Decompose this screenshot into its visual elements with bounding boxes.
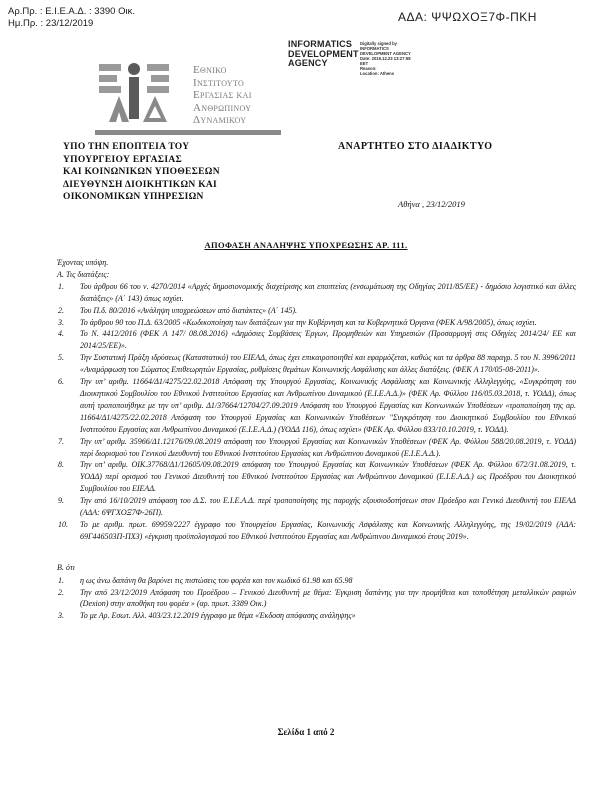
eiead-logo-icon xyxy=(95,62,179,126)
city-date-line: Αθήνα , 23/12/2019 xyxy=(398,199,465,209)
protocol-date: Ημ.Πρ. : 23/12/2019 xyxy=(8,18,94,29)
institute-name-line: Δυναμικου xyxy=(193,114,247,126)
digital-signature-stamp xyxy=(288,40,458,76)
signature-detail-line: Location: Athens xyxy=(360,71,395,76)
section-b-item: Το με Αρ. Εσωτ. Αλλ. 403/23.12.2019 έγγραφο με θέμα «Έκδοση απόφασης ανάληψης» xyxy=(80,611,356,621)
signature-detail-line: Date: 2019.12.23 13:27:58 xyxy=(360,56,411,61)
protocol-block xyxy=(8,6,135,30)
supervision-line: ΟΙΚΟΝΟΜΙΚΩΝ ΥΠΗΡΕΣΙΩΝ xyxy=(63,192,204,202)
section-a-list xyxy=(57,281,576,543)
section-a-heading: Α. Τις διατάξεις: xyxy=(57,269,110,279)
intro-line-1: Έχοντας υπόψη. xyxy=(57,258,109,267)
supervision-block xyxy=(63,141,220,204)
section-a-item: Την υπ’ αριθμ. 11664/Δ1/4275/22.02.2018 Απόφαση της Υπουργού Εργασίας, Κοινωνικής Ασφάλισης και Κοινωνικής Αλληλεγγύης, «Συγκρότηση του Διοικητικού Συμβουλίου του Εθνικού Ινστιτούτου Εργασίας και Ανθρωπίνου Δυναμικού (Ε.Ι.Ε.Α.Δ.)» (ΦΕΚ Αρ. Φύλλου 116/05.03.2018, τ. ΥΟΔΔ), όπως αυτή τροποποιήθηκε με την υπ’ αριθμ. Δ1/37664/12704/27.09.2019 Απόφαση του Υπουργού Εργασίας και Κοινωνικών Υποθέσεων «τροποποίηση της αρ. 11664/Δ1/4275/22.02.2018 Απόφαση του Υπουργού Εργασίας και Κοινωνικών Υποθέσεων "Συγκρότηση του Διοικητικού Συμβουλίου του Εθνικού Ινστιτούτου Εργασίας και Ανθρωπίνου Δυναμικού (Ε.Ι.Ε.Α.Δ.) (ΥΟΔΔ 116), όπως ισχύει» (ΦΕΚ Αρ. Φύλλου 833/10.10.2019, τ. ΥΟΔΔ). xyxy=(80,377,576,434)
section-a-item: Την υπ’ αριθμ. 35966/Δ1.12176/09.08.2019 απόφαση του Υπουργού Εργασίας και Κοινωνικών Υποθέσεων (ΦΕΚ Αρ. Φύλλου 588/20.08.2019, τ. ΥΟΔΔ) περί διορισμού του Γενικού Διευθυντή του Εθνικού Ινστιτούτου Εργασίας και Ανθρώπινου Δυναμικού (Ε.Ι.Ε.Α.Δ.). xyxy=(80,436,576,458)
section-a-item: Την υπ’ αριθμ. ΟΙΚ.37768/Δ1/12605/09.08.2019 απόφαση του Υπουργού Εργασίας και Κοινωνικών Υποθέσεων (ΦΕΚ Αρ. Φύλλου 672/31.08.2019, τ. ΥΟΔΔ) περί ορισμού του Γενικού Διευθυντή του Εθνικού Ινστιτούτου Εργασίας και Ανθρώπινου Δυναμικού (Ε.Ι.Ε.Α.Δ.) ως Προέδρου του Διοικητικού Συμβουλίου του ΕΙΕΑΔ. xyxy=(80,460,576,494)
section-a-item: Το Ν. 4412/2016 (ΦΕΚ Α 147/ 08.08.2016) «Δημόσιες Συμβάσεις Έργων, Προμηθειών και Υπηρεσιών (Προσαρμογή στις Οδηγίες 2014/24/ ΕΕ και 2014/25/ΕΕ)». xyxy=(80,329,576,351)
document-title: ΑΠΟΦΑΣΗ ΑΝΑΛΗΨΗΣ ΥΠΟΧΡΕΩΣΗΣ ΑΡ. 111. xyxy=(204,240,408,250)
institute-name-line: Ινστιτουτο xyxy=(193,76,245,89)
section-a-item: Το άρθρου 90 του Π.Δ. 63/2005 «Κωδικοποίηση των διατάξεων για την Κυβέρνηση και τα Κυβερνητικά Όργανα (ΦΕΚ Α/98/2005), όπως ισχύει. xyxy=(80,317,537,327)
protocol-number: Αρ.Πρ. : Ε.Ι.Ε.Α.Δ. : 3390 Οικ. xyxy=(8,6,135,17)
signature-agency-name: INFORMATICS DEVELOPMENT AGENCY xyxy=(288,39,359,68)
section-b-heading: Β. ότι xyxy=(57,562,75,572)
section-a-item: Το με αριθμ. πρωτ. 69959/2227 έγγραφο του Υπουργείου Εργασίας, Κοινωνικής Ασφάλισης και Κοινωνικής Αλληλεγγύης, της 19/02/2019 (ΑΔΑ: 69Γ446503Π-ΠΧ3) «έγκριση προϋπολογισμού του Εθνικού Ινστιτούτου Εργασίας και Ανθρώπινου Δυναμικού έτους 2019». xyxy=(80,519,576,541)
signature-detail-line: DEVELOPMENT AGENCY xyxy=(360,51,411,56)
institute-logo-block xyxy=(95,62,281,135)
section-b-list xyxy=(57,575,576,623)
anartiteo-label: ΑΝΑΡΤΗΤΕΟ ΣΤΟ ΔΙΑΔΙΚΤΥΟ xyxy=(338,141,493,152)
section-a-item: Του άρθρου 66 του ν. 4270/2014 «Αρχές δημοσιονομικής διαχείρισης και εποπτείας (ενσωμάτωση της Οδηγίας 2011/85/ΕΕ) - δημόσιο λογιστικό και άλλες διατάξεις» (Α΄ 143) όπως ισχύει. xyxy=(80,281,576,303)
supervision-line: ΚΑΙ ΚΟΙΝΩΝΙΚΩΝ ΥΠΟΘΕΣΕΩΝ xyxy=(63,167,220,177)
institute-name-line: Εργασιας και xyxy=(193,89,252,101)
document-body xyxy=(57,257,576,622)
section-b-item: Την από 23/12/2019 Απόφαση του Προέδρου – Γενικού Διευθυντή με θέμα: Έγκριση δαπάνης για την προμήθεια και τοποθέτηση μεταλλικών ραφιών (Dexion) στην αποθήκη του φορέα » (αρ. πρωτ. 3389 Οικ.) xyxy=(80,587,576,609)
section-a-item: Την Συστατική Πράξη ιδρύσεως (Καταστατικό) του ΕΙΕΑΔ, όπως έχει επικαιροποιηθεί και εφαρμόζεται, καθώς και τα άρθρα 88 παραγρ. 5 του Ν. 3996/2011 «Αναμόρφωση του Σώματος Επιθεωρητών Εργασίας, ρυθμίσεις θεμάτων Κοινωνικής Ασφάλισης και άλλες διατάξεις. (ΦΕΚ Α 170/05-08-2011)». xyxy=(80,353,576,375)
supervision-line: ΔΙΕΥΘΥΝΣΗ ΔΙΟΙΚΗΤΙΚΩΝ ΚΑΙ xyxy=(63,179,218,190)
institute-name-line: Εθνικο xyxy=(193,64,227,76)
supervision-line: ΥΠΟΥΡΓΕΙΟΥ ΕΡΓΑΣΙΑΣ xyxy=(63,154,182,165)
institute-name xyxy=(193,64,252,127)
signature-detail-line: Reason: xyxy=(360,66,377,71)
page-number: Σελίδα 1 από 2 xyxy=(277,727,335,737)
institute-name-line: Ανθρωπινου xyxy=(193,101,252,114)
signature-detail-line: Digitally signed by xyxy=(360,41,397,46)
signature-detail-line: EET xyxy=(360,61,369,66)
signature-detail-line: INFORMATICS xyxy=(360,46,389,51)
section-b-item: η ως άνω δαπάνη θα βαρύνει τις πιστώσεις του φορέα και τον κωδικό 61.98 και 65.98 xyxy=(80,575,353,585)
ada-code: ΑΔΑ: ΨΨΩΧΟΞ7Φ-ΠΚΗ xyxy=(398,10,537,24)
section-a-item: Την από 16/10/2019 απόφαση του Δ.Σ. του Ε.Ι.Ε.Α.Δ. περί τροποποίησης της παροχής εξουσιοδοτήσεων στον Πρόεδρο και Γενικό Διευθυντή του ΕΙΕΑΔ (ΑΔΑ: 6ΨΓΧΟΞ7Φ-26Π). xyxy=(80,496,576,518)
logo-divider-bar xyxy=(95,130,281,135)
supervision-line: ΥΠΟ ΤΗΝ ΕΠΟΠΤΕΙΑ ΤΟΥ xyxy=(63,142,190,152)
signature-details xyxy=(360,40,411,76)
section-a-item: Του Π.δ. 80/2016 «Ανάληψη υποχρεώσεων από διατάκτες» (Α΄ 145). xyxy=(80,305,297,315)
